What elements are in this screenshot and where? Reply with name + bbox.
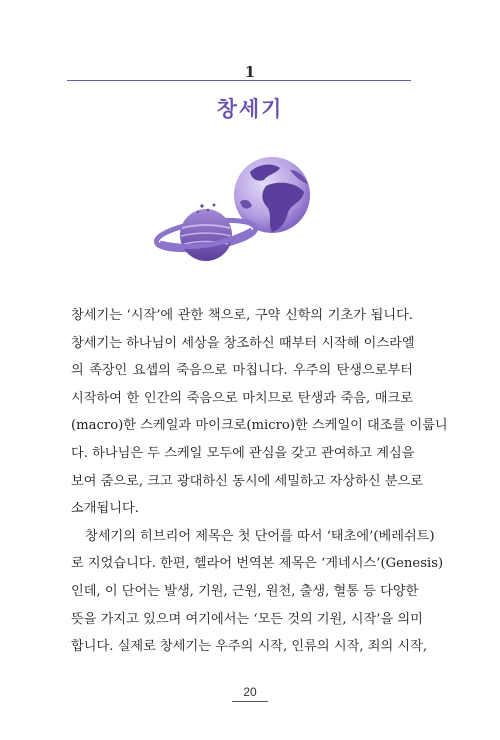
text-line: 로 지었습니다. 한편, 헬라어 번역본 제목은 ‘게네시스’(Genesis) (71, 556, 444, 572)
text-line: 합니다. 실제로 창세기는 우주의 시작, 인류의 시작, 죄의 시작, (71, 639, 428, 655)
text-line: 뜻을 가지고 있으며 여기에서는 ‘모든 것의 기원, 시작’을 의미 (71, 611, 423, 627)
text-line: 의 족장인 요셉의 죽음으로 마칩니다. 우주의 탄생으로부터 (71, 363, 413, 379)
text-line: (macro)한 스케일과 마이크로(micro)한 스케일이 대조를 이룹니 (71, 418, 448, 434)
text-line: 보여 줌으로, 크고 광대하신 동시에 세밀하고 자상하신 분으로 (71, 473, 424, 489)
chapter-title: 창세기 (216, 96, 284, 121)
text-line: 다. 하나님은 두 스케일 모두에 관심을 갖고 관여하고 계심을 (71, 445, 415, 461)
text-line: 시작하여 한 인간의 죽음으로 마치므로 탄생과 죽음, 매크로 (71, 390, 413, 406)
chapter-divider (67, 80, 411, 81)
text-line: 인데, 이 단어는 발생, 기원, 근원, 원천, 출생, 혈통 등 다양한 (71, 583, 419, 599)
text-line: 소개됩니다. (71, 501, 139, 517)
chapter-number: 1 (244, 63, 256, 81)
body-text (71, 302, 448, 661)
page-number-underline (232, 701, 268, 702)
text-line: 창세기는 ‘시작’에 관한 책으로, 구약 신학의 기초가 됩니다. (71, 308, 413, 323)
text-line: 창세기는 하나님이 세상을 창조하신 때부터 시작해 이스라엘 (71, 335, 415, 351)
page-number: 20 (243, 685, 257, 699)
text-line: 창세기의 히브리어 제목은 첫 단어를 따서 ‘태초에’(베레쉬트) (85, 528, 435, 544)
planets-illustration (140, 150, 340, 280)
